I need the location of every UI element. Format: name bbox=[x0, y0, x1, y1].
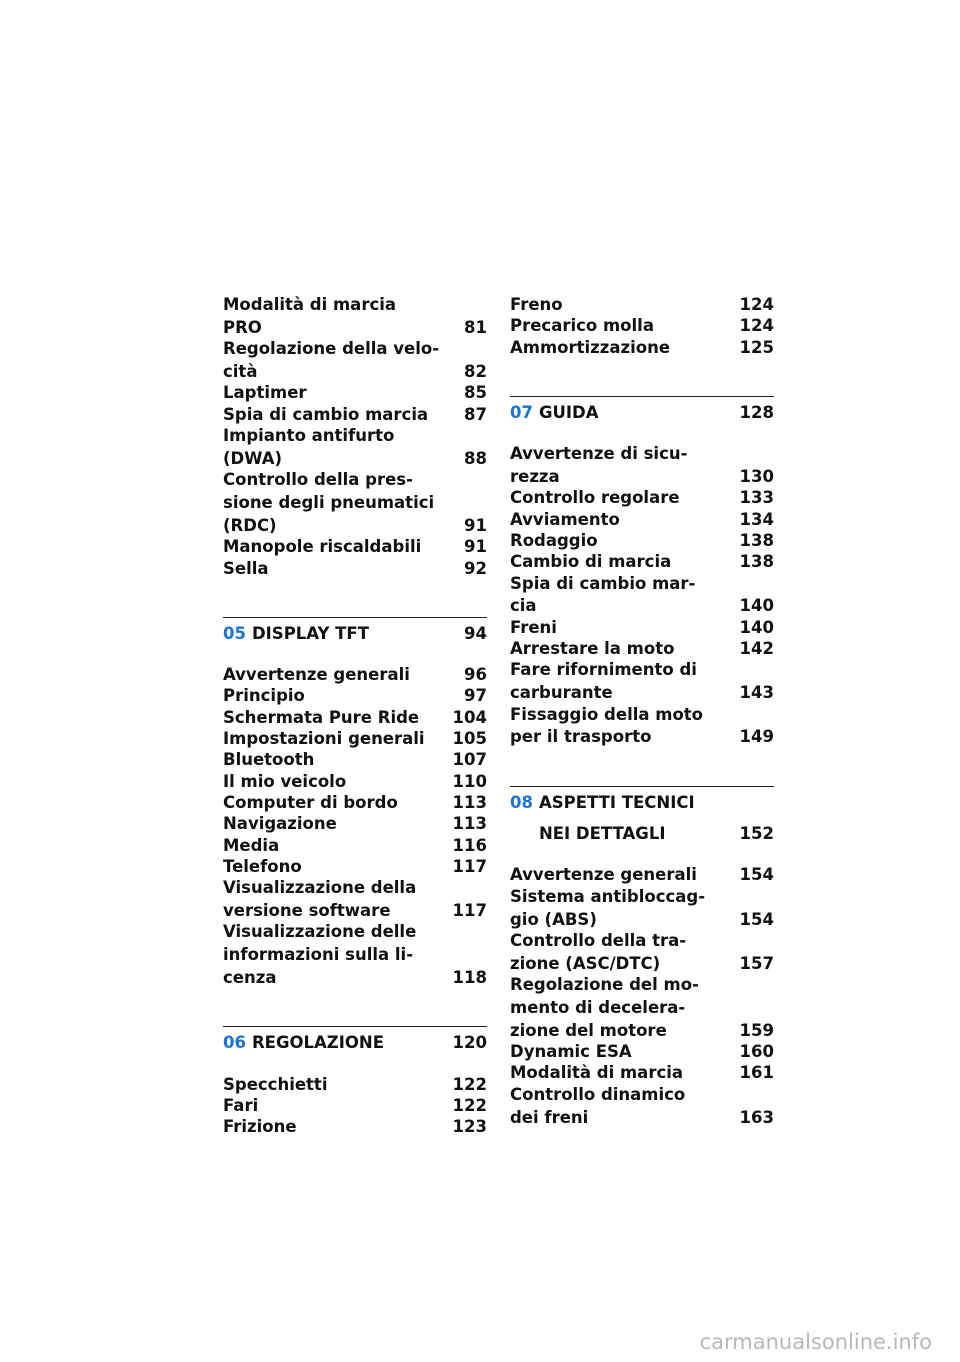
toc-entry-title bbox=[510, 551, 740, 572]
spacer bbox=[223, 988, 487, 1010]
toc-entry[interactable] bbox=[223, 1095, 487, 1116]
toc-entry-title bbox=[510, 617, 740, 638]
toc-entry-line: Computer di bordo bbox=[223, 792, 398, 812]
toc-entry-line: Media bbox=[223, 835, 280, 855]
toc-entry-line: zione (ASC/DTC) bbox=[510, 953, 661, 973]
toc-entry-title bbox=[510, 315, 740, 336]
spacer bbox=[223, 644, 487, 664]
toc-entry[interactable] bbox=[510, 930, 774, 974]
toc-right-column bbox=[510, 294, 774, 1128]
chapter-page-number: 152 bbox=[739, 824, 774, 844]
toc-entry-title bbox=[510, 573, 740, 617]
toc-entry-title bbox=[223, 877, 453, 921]
toc-entry-title bbox=[223, 749, 453, 770]
chapter-number: 07 bbox=[510, 402, 533, 422]
toc-entry-line: Impianto antifurto bbox=[223, 425, 395, 445]
toc-entry[interactable] bbox=[510, 294, 774, 315]
toc-page-number: 154 bbox=[739, 909, 774, 929]
toc-entry-title bbox=[223, 404, 464, 425]
toc-entry-title bbox=[510, 886, 740, 930]
toc-entry-line: (RDC) bbox=[223, 515, 277, 535]
toc-entry-title bbox=[223, 425, 464, 469]
chapter-title bbox=[539, 792, 695, 845]
watermark: carmanualsonline.info bbox=[699, 1330, 932, 1354]
toc-entry[interactable] bbox=[223, 921, 487, 988]
toc-page-number: 130 bbox=[739, 467, 774, 487]
toc-entry-title bbox=[510, 443, 740, 487]
toc-entry-title bbox=[223, 707, 453, 728]
toc-page-number: 118 bbox=[452, 968, 487, 988]
toc-page-number: 104 bbox=[452, 707, 487, 727]
toc-page-number: 142 bbox=[739, 639, 774, 659]
toc-entry-line: mento di decelera- bbox=[510, 997, 686, 1017]
toc-entry-title bbox=[510, 294, 740, 315]
toc-page-number: 163 bbox=[739, 1107, 774, 1127]
toc-entry-title bbox=[223, 382, 464, 403]
spacer bbox=[510, 748, 774, 770]
toc-page-number: 105 bbox=[452, 729, 487, 749]
toc-entry-title bbox=[510, 1084, 740, 1128]
toc-entry-line: Avvertenze generali bbox=[510, 865, 697, 885]
toc-entry-line: Spia di cambio mar- bbox=[510, 573, 696, 593]
toc-entry-title bbox=[223, 469, 464, 536]
toc-entry[interactable] bbox=[223, 382, 487, 403]
toc-entry[interactable] bbox=[223, 771, 487, 792]
chapter-heading[interactable] bbox=[223, 1032, 487, 1053]
chapter-title-line: GUIDA bbox=[538, 402, 599, 422]
toc-entry[interactable] bbox=[223, 404, 487, 425]
toc-page-number: 91 bbox=[464, 537, 487, 557]
toc-page-number: 161 bbox=[739, 1063, 774, 1083]
toc-entry-line: Laptimer bbox=[223, 383, 307, 403]
toc-entry-line: Modalità di marcia bbox=[510, 1063, 684, 1083]
toc-entry-line: PRO bbox=[223, 317, 262, 337]
toc-page-number: 124 bbox=[739, 316, 774, 336]
chapter-heading[interactable] bbox=[510, 792, 774, 845]
toc-entry-line: Controllo dinamico bbox=[510, 1084, 686, 1104]
toc-entry-line: Sistema antibloccag- bbox=[510, 886, 706, 906]
toc-entry-line: Fare rifornimento di bbox=[510, 660, 697, 680]
toc-entry[interactable] bbox=[223, 835, 487, 856]
toc-entry[interactable] bbox=[510, 1084, 774, 1128]
toc-entry[interactable] bbox=[223, 558, 487, 579]
toc-entry-title bbox=[223, 558, 464, 579]
toc-entry[interactable] bbox=[223, 685, 487, 706]
toc-entry-line: Modalità di marcia bbox=[223, 295, 397, 314]
toc-page-number: 157 bbox=[739, 953, 774, 973]
toc-entry-line: Dynamic ESA bbox=[510, 1042, 632, 1062]
chapter-page-number: 120 bbox=[452, 1033, 487, 1053]
toc-entry-line: (DWA) bbox=[223, 448, 283, 468]
toc-entry-title bbox=[223, 728, 453, 749]
toc-page-number: 122 bbox=[452, 1095, 487, 1115]
toc-page-number: 138 bbox=[739, 552, 774, 572]
toc-entry-title bbox=[510, 337, 740, 358]
toc-entry[interactable] bbox=[223, 1116, 487, 1137]
chapter-heading[interactable] bbox=[223, 623, 487, 644]
toc-entry-title bbox=[510, 864, 740, 885]
toc-entry-line: Rodaggio bbox=[510, 530, 598, 550]
toc-entry[interactable] bbox=[223, 1074, 487, 1095]
toc-entry[interactable] bbox=[510, 487, 774, 508]
toc-entry-line: zione del motore bbox=[510, 1020, 667, 1040]
toc-entry-line: Freni bbox=[510, 617, 557, 637]
toc-entry-title bbox=[510, 530, 740, 551]
toc-entry-line: Navigazione bbox=[223, 814, 337, 834]
toc-entry-title bbox=[510, 659, 740, 703]
spacer bbox=[223, 1054, 487, 1074]
toc-entry[interactable] bbox=[223, 469, 487, 536]
toc-entry-title bbox=[223, 813, 453, 834]
toc-entry-line: informazioni sulla li- bbox=[223, 945, 414, 965]
toc-entry-title bbox=[223, 1074, 453, 1095]
toc-entry[interactable] bbox=[223, 338, 487, 382]
toc-page-number: 110 bbox=[452, 771, 487, 791]
toc-entry-title bbox=[223, 536, 464, 557]
toc-page-number: 133 bbox=[739, 488, 774, 508]
toc-entry-title bbox=[223, 835, 453, 856]
toc-entry-title bbox=[223, 792, 453, 813]
toc-entry[interactable] bbox=[510, 638, 774, 659]
chapter-title-line: NEI DETTAGLI bbox=[538, 824, 666, 844]
toc-entry-title bbox=[510, 638, 740, 659]
toc-entry-line: Il mio veicolo bbox=[223, 771, 347, 791]
chapter-title-line: REGOLAZIONE bbox=[251, 1033, 385, 1053]
toc-entry-title bbox=[223, 921, 453, 988]
chapter-page-number: 94 bbox=[464, 623, 487, 643]
toc-entry-line: Specchietti bbox=[223, 1074, 328, 1094]
toc-page-number: 140 bbox=[739, 617, 774, 637]
toc-entry[interactable] bbox=[510, 1062, 774, 1083]
toc-entry-line: Precarico molla bbox=[510, 316, 654, 336]
chapter-title-line: DISPLAY TFT bbox=[251, 623, 369, 643]
toc-page-number: 160 bbox=[739, 1042, 774, 1062]
toc-entry-title bbox=[510, 487, 740, 508]
toc-entry-line: Sella bbox=[223, 558, 269, 578]
toc-entry[interactable] bbox=[510, 617, 774, 638]
toc-entry-line: Frizione bbox=[223, 1117, 297, 1137]
toc-entry[interactable] bbox=[510, 551, 774, 572]
toc-entry-line: Avvertenze generali bbox=[223, 665, 410, 685]
toc-entry[interactable] bbox=[223, 707, 487, 728]
toc-entry-line: cenza bbox=[223, 968, 277, 988]
toc-entry-line: Controllo della pres- bbox=[223, 470, 413, 490]
toc-entry-line: Controllo regolare bbox=[510, 488, 680, 508]
toc-entry-title bbox=[223, 771, 453, 792]
toc-page-number: 96 bbox=[464, 665, 487, 685]
toc-page-number: 123 bbox=[452, 1117, 487, 1137]
chapter-title bbox=[252, 1032, 384, 1053]
toc-page-number: 113 bbox=[452, 792, 487, 812]
spacer bbox=[510, 423, 774, 443]
chapter-page-number: 128 bbox=[739, 402, 774, 422]
toc-entry-line: Schermata Pure Ride bbox=[223, 707, 420, 727]
toc-entry-line: Spia di cambio marcia bbox=[223, 404, 429, 424]
toc-entry[interactable] bbox=[510, 886, 774, 930]
toc-entry-line: per il trasporto bbox=[510, 727, 652, 747]
toc-page-number: 87 bbox=[464, 404, 487, 424]
toc-entry[interactable] bbox=[223, 664, 487, 685]
toc-entry-title bbox=[223, 856, 453, 877]
toc-page-number: 107 bbox=[452, 750, 487, 770]
chapter-title bbox=[539, 402, 599, 423]
toc-entry-line: cia bbox=[510, 596, 537, 616]
toc-entry[interactable] bbox=[510, 337, 774, 358]
toc-entry-line: Regolazione del mo- bbox=[510, 974, 699, 994]
toc-entry[interactable] bbox=[223, 792, 487, 813]
toc-entry-line: gio (ABS) bbox=[510, 909, 597, 929]
toc-entry-title bbox=[510, 1041, 740, 1062]
toc-entry-line: carburante bbox=[510, 683, 613, 703]
toc-page-number: 81 bbox=[464, 317, 487, 337]
toc-page-number: 91 bbox=[464, 515, 487, 535]
chapter-title bbox=[252, 623, 369, 644]
toc-entry-line: Regolazione della velo- bbox=[223, 339, 440, 359]
chapter-number: 08 bbox=[510, 792, 533, 812]
chapter-divider bbox=[510, 396, 774, 397]
toc-page-number: 140 bbox=[739, 596, 774, 616]
toc-entry[interactable] bbox=[223, 813, 487, 834]
toc-page-number: 134 bbox=[739, 509, 774, 529]
toc-entry-line: sione degli pneumatici bbox=[223, 493, 435, 513]
toc-entry[interactable] bbox=[223, 425, 487, 469]
toc-page-number: 116 bbox=[452, 835, 487, 855]
toc-entry[interactable] bbox=[223, 294, 487, 338]
toc-page-number: 122 bbox=[452, 1074, 487, 1094]
toc-entry-title bbox=[510, 1062, 740, 1083]
toc-entry-line: Visualizzazione della bbox=[223, 878, 417, 898]
spacer bbox=[223, 579, 487, 601]
toc-entry-line: Freno bbox=[510, 295, 563, 314]
toc-entry[interactable] bbox=[510, 864, 774, 885]
toc-entry[interactable] bbox=[510, 1041, 774, 1062]
toc-entry[interactable] bbox=[223, 536, 487, 557]
spacer bbox=[510, 844, 774, 864]
toc-entry[interactable] bbox=[510, 573, 774, 617]
toc-page-number: 97 bbox=[464, 686, 487, 706]
chapter-divider bbox=[223, 617, 487, 618]
toc-entry-title bbox=[223, 685, 464, 706]
toc-page-number: 154 bbox=[739, 865, 774, 885]
toc-entry[interactable] bbox=[223, 749, 487, 770]
toc-entry[interactable] bbox=[510, 659, 774, 703]
toc-page-number: 143 bbox=[739, 683, 774, 703]
toc-entry-line: Impostazioni generali bbox=[223, 729, 425, 749]
toc-entry[interactable] bbox=[510, 315, 774, 336]
chapter-divider bbox=[223, 1026, 487, 1027]
toc-entry-title bbox=[510, 974, 740, 1041]
toc-entry-line: Principio bbox=[223, 686, 305, 706]
toc-entry-title bbox=[223, 1116, 453, 1137]
toc-entry[interactable] bbox=[510, 509, 774, 530]
toc-entry-line: rezza bbox=[510, 467, 560, 487]
toc-entry-title bbox=[510, 930, 740, 974]
chapter-number: 05 bbox=[223, 623, 246, 643]
toc-entry[interactable] bbox=[223, 856, 487, 877]
toc-entry-line: cità bbox=[223, 362, 258, 382]
toc-entry-title bbox=[223, 294, 464, 338]
toc-entry-line: Avvertenze di sicu- bbox=[510, 444, 688, 464]
spacer bbox=[510, 358, 774, 380]
toc-entry-line: Telefono bbox=[223, 856, 302, 876]
toc-entry[interactable] bbox=[223, 877, 487, 921]
toc-page-number: 124 bbox=[739, 295, 774, 314]
toc-entry-title bbox=[510, 509, 740, 530]
toc-entry-line: versione software bbox=[223, 900, 391, 920]
toc-page-number: 85 bbox=[464, 383, 487, 403]
toc-entry-line: Manopole riscaldabili bbox=[223, 537, 422, 557]
toc-entry-line: Arrestare la moto bbox=[510, 639, 675, 659]
toc-entry-title bbox=[223, 1095, 453, 1116]
chapter-divider bbox=[510, 786, 774, 787]
toc-entry-title bbox=[223, 664, 464, 685]
toc-left-column bbox=[223, 294, 487, 1138]
toc-entry-line: Bluetooth bbox=[223, 750, 315, 770]
toc-entry-line: Controllo della tra- bbox=[510, 930, 687, 950]
toc-entry[interactable] bbox=[510, 443, 774, 487]
toc-entry-line: Visualizzazione delle bbox=[223, 922, 417, 942]
toc-entry[interactable] bbox=[510, 974, 774, 1041]
toc-entry-line: Fissaggio della moto bbox=[510, 704, 704, 724]
chapter-title-line: ASPETTI TECNICI bbox=[538, 792, 695, 812]
toc-entry-line: Fari bbox=[223, 1095, 259, 1115]
toc-page-number: 113 bbox=[452, 814, 487, 834]
toc-entry-line: Ammortizzazione bbox=[510, 337, 671, 357]
toc-entry-line: dei freni bbox=[510, 1107, 589, 1127]
toc-entry-line: Cambio di marcia bbox=[510, 552, 672, 572]
toc-entry[interactable] bbox=[223, 728, 487, 749]
toc-entry-title bbox=[510, 704, 740, 748]
toc-page-number: 92 bbox=[464, 558, 487, 578]
toc-entry-title bbox=[223, 338, 464, 382]
toc-page-number: 149 bbox=[739, 727, 774, 747]
toc-page-number: 88 bbox=[464, 448, 487, 468]
toc-page-number: 125 bbox=[739, 337, 774, 357]
toc-page-number: 159 bbox=[739, 1020, 774, 1040]
toc-entry[interactable] bbox=[510, 704, 774, 748]
toc-page-number: 138 bbox=[739, 530, 774, 550]
toc-page-number: 117 bbox=[452, 900, 487, 920]
toc-entry[interactable] bbox=[510, 530, 774, 551]
chapter-number: 06 bbox=[223, 1033, 246, 1053]
toc-entry-line: Avviamento bbox=[510, 509, 620, 529]
toc-page-number: 117 bbox=[452, 856, 487, 876]
toc-page-number: 82 bbox=[464, 362, 487, 382]
chapter-heading[interactable] bbox=[510, 402, 774, 423]
